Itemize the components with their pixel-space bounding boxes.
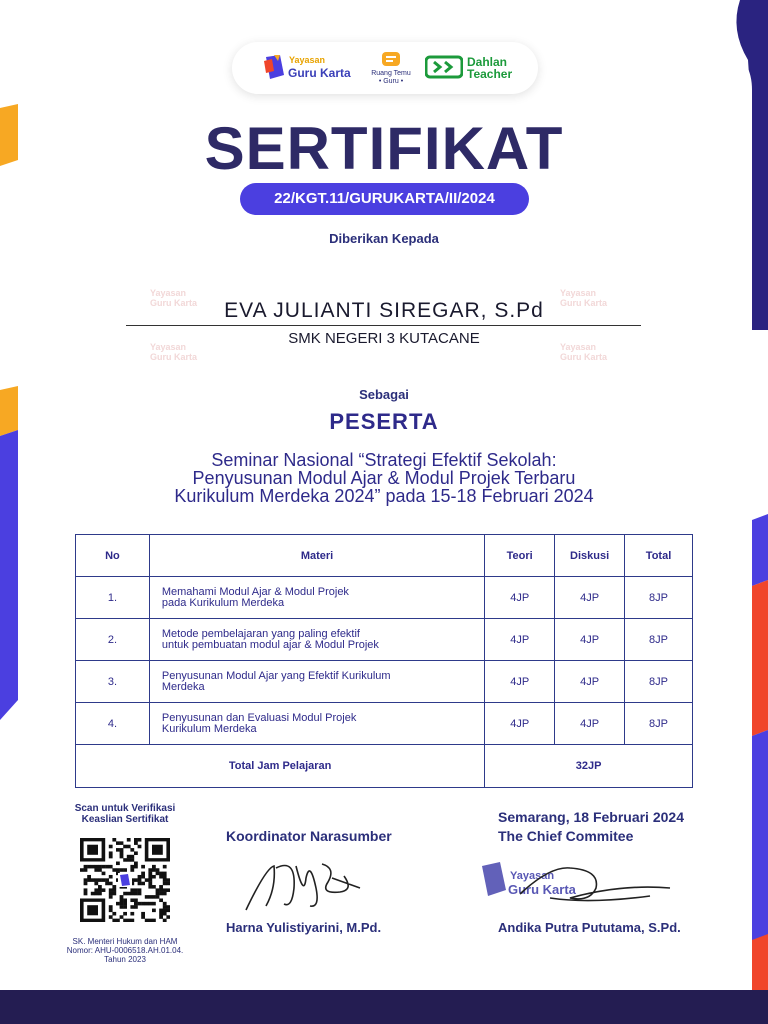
row-materi bbox=[149, 661, 484, 703]
qr-caption-line2: Keaslian Sertifikat bbox=[81, 814, 169, 825]
dahlan-teacher-logo-icon bbox=[425, 55, 463, 79]
legal-line1: SK. Menteri Hukum dan HAM bbox=[72, 937, 178, 946]
row-materi-line2: untuk pembuatan modul ajar & Modul Projek bbox=[161, 638, 379, 651]
logo-ruang-temu-line2: • Guru • bbox=[378, 78, 404, 85]
row-materi-line1: Metode pembelajaran yang paling efektif bbox=[161, 627, 360, 640]
event-line-1: Seminar Nasional “Strategi Efektif Sekolah: bbox=[211, 450, 557, 470]
watermark-line1: Yayasan bbox=[150, 342, 187, 352]
event-line-3: Kurikulum Merdeka 2024” pada 15-18 Februari 2024 bbox=[174, 486, 594, 506]
row-total: 8JP bbox=[625, 619, 693, 661]
logo-dahlan-line2: Teacher bbox=[467, 67, 513, 81]
table-row bbox=[76, 619, 693, 661]
qr-caption bbox=[40, 803, 210, 825]
guru-karta-logo-icon bbox=[262, 53, 286, 81]
legal-registration bbox=[30, 937, 220, 964]
row-materi-line1: Memahami Modul Ajar & Modul Projek bbox=[161, 585, 349, 598]
row-materi-line1: Penyusunan dan Evaluasi Modul Projek bbox=[161, 711, 357, 724]
header-teori: Teori bbox=[485, 535, 555, 577]
watermark-line2: Guru Karta bbox=[560, 352, 608, 362]
chief-signature bbox=[510, 858, 680, 910]
logo-dahlan-teacher bbox=[467, 56, 512, 80]
row-total: 8JP bbox=[625, 661, 693, 703]
logo-dahlan-line1: Dahlan bbox=[467, 55, 508, 69]
watermark-line1: Yayasan bbox=[560, 288, 597, 298]
logo-ruang-temu-line1: Ruang Temu bbox=[371, 70, 411, 77]
row-materi-line1: Penyusunan Modul Ajar yang Efektif Kurikulum bbox=[161, 669, 391, 682]
header-materi: Materi bbox=[149, 535, 484, 577]
watermark-line1: Yayasan bbox=[560, 342, 597, 352]
row-materi-line2: Merdeka bbox=[161, 680, 205, 693]
stamp-logo-icon bbox=[478, 860, 508, 900]
table-header-row bbox=[76, 535, 693, 577]
verification-qr-code[interactable] bbox=[80, 838, 170, 922]
stamp-line1: Yayasan bbox=[510, 870, 555, 882]
table-row bbox=[76, 703, 693, 745]
participant-role: PESERTA bbox=[329, 409, 439, 434]
coordinator-title: Koordinator Narasumber bbox=[226, 828, 392, 844]
row-total: 8JP bbox=[625, 577, 693, 619]
row-no: 2. bbox=[76, 619, 150, 661]
place-and-date: Semarang, 18 Februari 2024 bbox=[498, 809, 684, 825]
chief-name: Andika Putra Pututama, S.Pd. bbox=[498, 920, 681, 935]
row-no: 3. bbox=[76, 661, 150, 703]
stamp-line2: Guru Karta bbox=[508, 882, 576, 897]
row-materi bbox=[149, 619, 484, 661]
name-underline bbox=[126, 325, 641, 326]
header-total: Total bbox=[625, 535, 693, 577]
watermark-line1: Yayasan bbox=[150, 288, 187, 298]
logo-ruang-temu-guru bbox=[366, 70, 416, 86]
row-materi bbox=[149, 703, 484, 745]
chief-title: The Chief Commitee bbox=[498, 828, 634, 844]
table-total-row bbox=[76, 745, 693, 788]
row-materi-line2: Kurikulum Merdeka bbox=[161, 722, 257, 735]
row-diskusi: 4JP bbox=[555, 703, 625, 745]
given-to-label: Diberikan Kepada bbox=[329, 231, 439, 246]
row-teori: 4JP bbox=[485, 661, 555, 703]
logo-guru-karta-line1: Yayasan bbox=[289, 55, 326, 65]
certificate-number: 22/KGT.11/GURUKARTA/II/2024 bbox=[240, 183, 529, 215]
logo-guru-karta-line2: Guru Karta bbox=[288, 66, 351, 80]
row-materi-line2: pada Kurikulum Merdeka bbox=[161, 596, 285, 609]
row-teori: 4JP bbox=[485, 577, 555, 619]
header-diskusi: Diskusi bbox=[555, 535, 625, 577]
watermark-line2: Guru Karta bbox=[150, 298, 198, 308]
watermark-line2: Guru Karta bbox=[560, 298, 608, 308]
recipient-name: EVA JULIANTI SIREGAR, S.Pd bbox=[224, 299, 544, 322]
materials-table bbox=[75, 534, 693, 788]
watermark-line2: Guru Karta bbox=[150, 352, 198, 362]
row-no: 1. bbox=[76, 577, 150, 619]
header-no: No bbox=[76, 535, 150, 577]
event-line-2: Penyusunan Modul Ajar & Modul Projek Terbaru bbox=[192, 468, 576, 488]
row-teori: 4JP bbox=[485, 619, 555, 661]
coordinator-signature bbox=[236, 848, 366, 918]
total-label: Total Jam Pelajaran bbox=[76, 745, 485, 788]
as-label: Sebagai bbox=[359, 387, 409, 402]
event-description bbox=[60, 451, 708, 505]
table-row bbox=[76, 661, 693, 703]
row-diskusi: 4JP bbox=[555, 661, 625, 703]
row-materi bbox=[149, 577, 484, 619]
qr-caption-line1: Scan untuk Verifikasi bbox=[74, 803, 176, 814]
certificate-title: SERTIFIKAT bbox=[204, 115, 564, 182]
legal-line2: Nomor: AHU-0006518.AH.01.04. bbox=[66, 946, 184, 955]
ruang-temu-guru-logo-icon bbox=[380, 50, 402, 70]
row-teori: 4JP bbox=[485, 703, 555, 745]
bottom-band bbox=[0, 990, 768, 1024]
row-diskusi: 4JP bbox=[555, 619, 625, 661]
table-row bbox=[76, 577, 693, 619]
total-value: 32JP bbox=[485, 745, 693, 788]
row-diskusi: 4JP bbox=[555, 577, 625, 619]
coordinator-name: Harna Yulistiyarini, M.Pd. bbox=[226, 920, 382, 935]
legal-line3: Tahun 2023 bbox=[104, 955, 146, 964]
row-no: 4. bbox=[76, 703, 150, 745]
recipient-school: SMK NEGERI 3 KUTACANE bbox=[288, 330, 480, 347]
row-total: 8JP bbox=[625, 703, 693, 745]
